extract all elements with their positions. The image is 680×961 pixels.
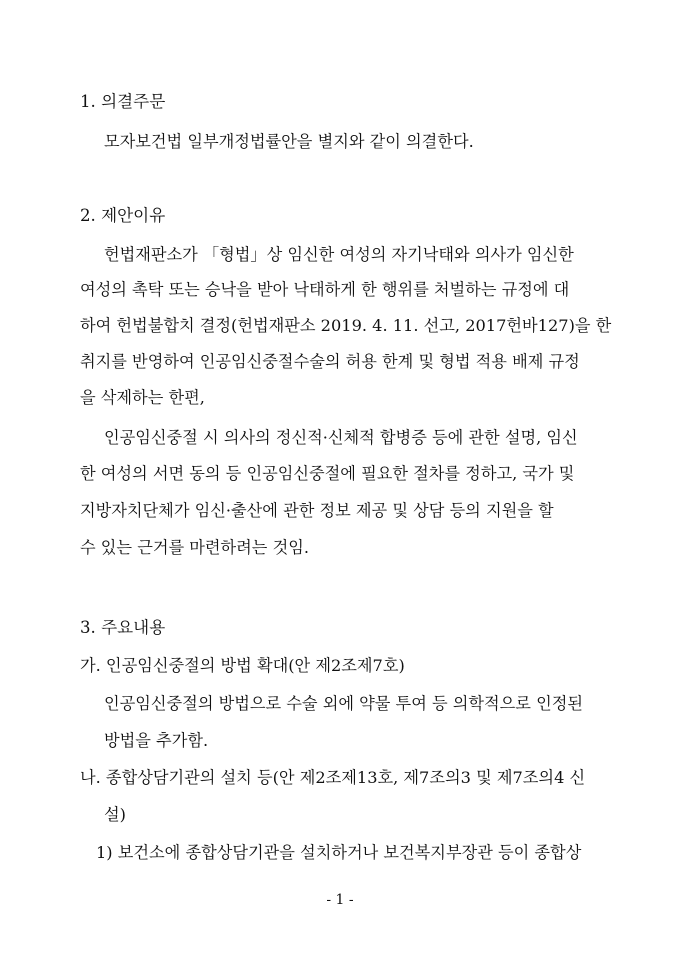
body-text-line: 여성의 촉탁 또는 승낙을 받아 낙태하게 한 행위를 처벌하는 규정에 대: [80, 280, 570, 299]
body-text-line: 수 있는 근거를 마련하려는 것임.: [80, 538, 310, 557]
body-text-line: 설): [104, 805, 126, 824]
list-item-heading: 나. 종합상담기관의 설치 등(안 제2조제13호, 제7조의3 및 제7조의4 신: [80, 768, 586, 787]
body-text-line: 을 삭제하는 한편,: [80, 388, 205, 407]
section-heading: 2. 제안이유: [80, 206, 166, 225]
sub-list-item: 1) 보건소에 종합상담기관을 설치하거나 보건복지부장관 등이 종합상: [96, 843, 582, 862]
body-text-line: 한 여성의 서면 동의 등 인공임신중절에 필요한 절차를 정하고, 국가 및: [80, 464, 575, 483]
body-text-line: 취지를 반영하여 인공임신중절수술의 허용 한계 및 형법 적용 배제 규정: [80, 352, 580, 371]
body-text-line: 지방자치단체가 임신·출산에 관한 정보 제공 및 상담 등의 지원을 할: [80, 501, 554, 520]
list-item-heading: 가. 인공임신중절의 방법 확대(안 제2조제7호): [80, 656, 405, 675]
body-text-line: 인공임신중절의 방법으로 수술 외에 약물 투여 등 의학적으로 인정된: [104, 694, 584, 713]
body-text-line: 모자보건법 일부개정법률안을 별지와 같이 의결한다.: [104, 132, 474, 151]
body-text-line: 인공임신중절 시 의사의 정신적·신체적 합병증 등에 관한 설명, 임신: [104, 428, 578, 447]
section-heading: 1. 의결주문: [80, 92, 166, 111]
page-number: - 1 -: [326, 892, 354, 908]
body-text-line: 헌법재판소가 「형법」상 임신한 여성의 자기낙태와 의사가 임신한: [104, 245, 574, 264]
section-heading: 3. 주요내용: [80, 618, 166, 637]
body-text-line: 방법을 추가함.: [104, 731, 209, 750]
body-text-line: 하여 헌법불합치 결정(헌법재판소 2019. 4. 11. 선고, 2017헌바127)을 한: [80, 316, 612, 335]
